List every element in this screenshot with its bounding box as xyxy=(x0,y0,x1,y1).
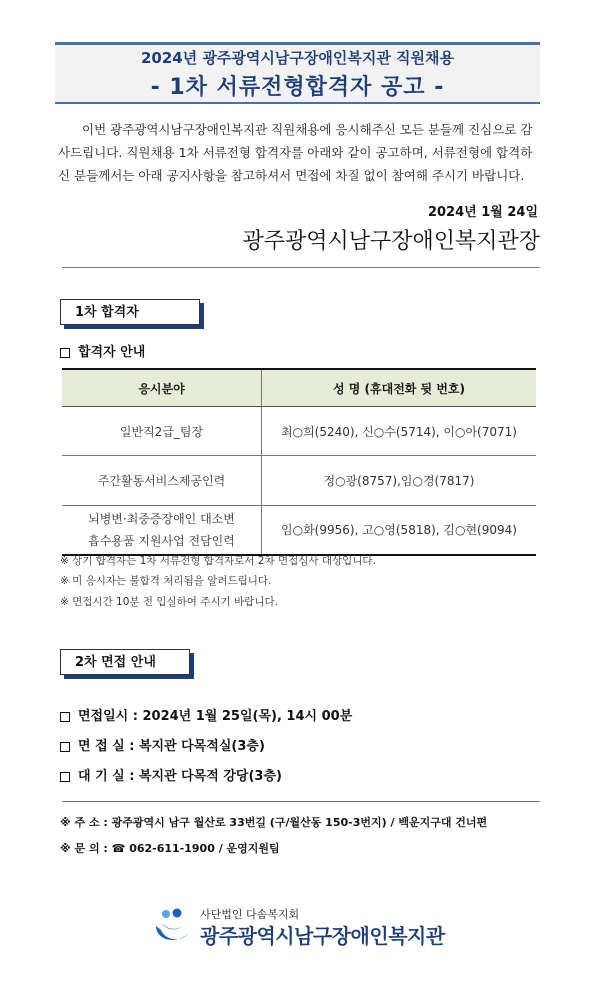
note-item: ※ 미 응시자는 불합격 처리됨을 알려드립니다. xyxy=(60,575,272,587)
column-header-field: 응시분야 xyxy=(62,369,262,407)
checkbox-bullet-icon xyxy=(60,348,70,358)
cell-field: 일반직2급_팀장 xyxy=(62,407,262,456)
intro-paragraph: 이번 광주광역시남구장애인복지관 직원채용에 응시해주신 모든 분들께 진심으로 감사드립니다. 직원채용 1차 서류전형 합격자를 아래와 같이 공고하며, 서류전형에 합격하신 분들께서는 아래 공지사항을 참고하셔서 면접에 차질 없이 참여해 주시기 바랍니다. xyxy=(58,122,533,183)
cell-field-line1: 뇌병변·최중증장애인 대소변 xyxy=(88,512,235,526)
passers-table xyxy=(62,368,536,556)
footer-contact: ※ 문 의 : ☎ 062-611-1900 / 운영지원팀 xyxy=(60,842,280,855)
cell-field: 주간활동서비스제공인력 xyxy=(62,456,262,506)
table-row xyxy=(62,407,536,456)
waiting-room: 대 기 실 : 복지관 다목적 강당(3층) xyxy=(78,769,282,784)
header-title: 2024년 광주광역시남구장애인복지관 직원채용 xyxy=(140,49,454,67)
announcement-date: 2024년 1월 24일 xyxy=(427,205,538,220)
cell-names: 정○광(8757),임○경(7817) xyxy=(262,456,537,506)
interview-datetime: 면접일시 : 2024년 1월 25일(목), 14시 00분 xyxy=(78,709,353,724)
table-row xyxy=(62,456,536,506)
checkbox-bullet-icon xyxy=(60,772,70,782)
divider xyxy=(62,267,540,268)
logo-org-name: 광주광역시남구장애인복지관 xyxy=(200,924,445,948)
checkbox-bullet-icon xyxy=(60,742,70,752)
subheading-passers xyxy=(60,341,145,360)
cell-names: 임○화(9956), 고○영(5818), 김○현(9094) xyxy=(262,506,537,556)
table-header-row xyxy=(62,369,536,407)
interview-info-item xyxy=(60,765,282,784)
cell-field-line2: 흡수용품 지원사업 전담인력 xyxy=(88,534,235,548)
section-label-interview: 2차 면접 안내 xyxy=(60,649,190,675)
interview-info-item xyxy=(60,705,352,724)
interview-info-item xyxy=(60,735,265,754)
note-item: ※ 면접시간 10분 전 입실하여 주시기 바랍니다. xyxy=(60,596,278,608)
interview-room: 면 접 실 : 복지관 다목적실(3층) xyxy=(78,739,265,754)
logo-parent-org: 사단법인 다솜복지회 xyxy=(200,908,300,921)
cell-names: 최○희(5240), 신○수(5714), 이○아(7071) xyxy=(262,407,537,456)
cell-field xyxy=(62,506,262,556)
organization-signature: 광주광역시남구장애인복지관장 xyxy=(242,229,540,254)
divider xyxy=(62,801,540,802)
organization-logo-icon xyxy=(152,908,192,946)
header-subtitle: - 1차 서류전형합격자 공고 - xyxy=(150,75,445,100)
column-header-names: 성 명 (휴대전화 뒷 번호) xyxy=(262,369,537,407)
footer-address: ※ 주 소 : 광주광역시 남구 월산로 33번길 (구/월산동 150-3번지) / 백운지구대 건너편 xyxy=(60,816,488,829)
section-label-first-round: 1차 합격자 xyxy=(60,299,200,325)
header-rule-bottom xyxy=(55,102,540,104)
checkbox-bullet-icon xyxy=(60,712,70,722)
subheading-text: 합격자 안내 xyxy=(78,345,146,360)
table-row xyxy=(62,506,536,556)
header-rule-top xyxy=(55,42,540,45)
note-item: ※ 상기 합격자는 1차 서류전형 합격자로서 2차 면접심사 대상입니다. xyxy=(60,555,376,567)
